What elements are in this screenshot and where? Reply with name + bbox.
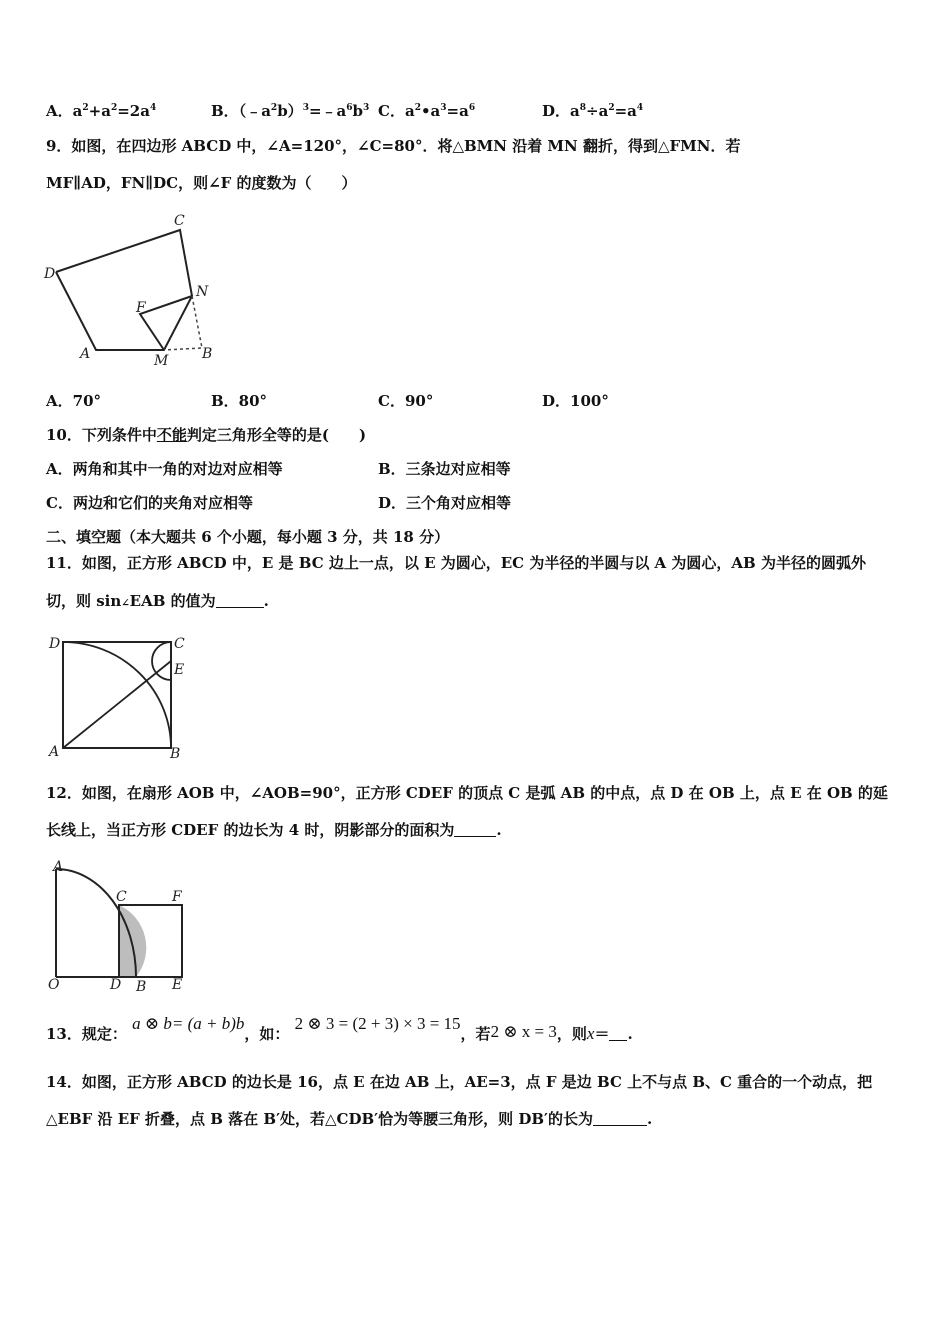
q10-option-b: B．三条边对应相等 bbox=[378, 460, 511, 478]
q10-stem bbox=[46, 425, 366, 445]
q11-label-b: B bbox=[170, 746, 181, 760]
q9-option-a: A．70° bbox=[46, 392, 102, 410]
q12-label-c: C bbox=[116, 889, 127, 905]
segment-ae bbox=[63, 661, 171, 748]
q8-option-c-label: C． bbox=[378, 102, 405, 120]
q9-label-n: N bbox=[196, 284, 209, 300]
q9-option-c: C．90° bbox=[378, 392, 434, 410]
q11-end-period: . bbox=[263, 592, 269, 610]
q8-option-c-expr: $a^2•a^3=a^6$ bbox=[404, 102, 476, 120]
q12-label-b: B bbox=[136, 979, 147, 995]
q9-label-f: F bbox=[136, 300, 146, 316]
q13-equals: ＝ bbox=[594, 1025, 610, 1043]
q9-label-d: D bbox=[44, 266, 56, 282]
q13-prefix: 13．规定： bbox=[46, 1025, 127, 1043]
q11-figure bbox=[46, 632, 196, 760]
q11-angle-symbol: ∠ bbox=[121, 598, 130, 609]
q10-option-d: D．三个角对应相等 bbox=[378, 494, 512, 512]
q8-option-c bbox=[378, 101, 475, 121]
q9-stem-line2: MF∥AD，FN∥DC，则∠F 的度数为（ ） bbox=[46, 174, 357, 192]
q9-option-d: D．100° bbox=[542, 392, 609, 410]
q9-stem-line1: 9．如图，在四边形 ABCD 中，∠A=120°，∠C=80°．将△BMN 沿着 MN 翻折，得到△FMN．若 bbox=[46, 137, 741, 155]
q13-condition-expr: 2 ⊗ x = 3 bbox=[490, 1022, 557, 1041]
q11-stem-line1: 11．如图，正方形 ABCD 中，E 是 BC 边上一点，以 E 为圆心，EC 为半径的半圆与以 A 为圆心，AB 为半径的圆弧外 bbox=[46, 554, 866, 572]
q13-example-intro: ，如： bbox=[244, 1025, 290, 1043]
q12-stem-line2 bbox=[46, 820, 502, 840]
square-abcd bbox=[63, 642, 171, 748]
q8-option-a bbox=[46, 101, 156, 121]
triangle-fmn bbox=[140, 296, 192, 350]
q10-option-c: C．两边和它们的夹角对应相等 bbox=[46, 494, 253, 512]
q11-sin-suffix: EAB 的值为 bbox=[129, 592, 216, 610]
q8-option-a-label: A． bbox=[46, 102, 73, 120]
section-title-fill-in: 二、填空题（本大题共 6 个小题，每小题 3 分，共 18 分） bbox=[46, 528, 450, 546]
q12-label-d: D bbox=[110, 977, 122, 993]
q11-answer-blank[interactable] bbox=[216, 593, 264, 608]
q9-label-m: M bbox=[154, 353, 169, 369]
q12-stem-prefix: 长线上，当正方形 CDEF 的边长为 4 时，阴影部分的面积为 bbox=[46, 821, 455, 839]
q9-label-c: C bbox=[174, 213, 185, 229]
q14-end-period: . bbox=[647, 1110, 653, 1128]
q11-sin-prefix: 切，则 sin bbox=[46, 592, 122, 610]
q11-label-e: E bbox=[174, 662, 185, 678]
q10-stem-emphasis: 不能 bbox=[156, 426, 187, 444]
q11-label-d: D bbox=[49, 636, 61, 652]
q13-definition-rhs: = (a + b)b bbox=[171, 1014, 245, 1033]
q11-stem-line2 bbox=[46, 591, 269, 614]
q9-label-b: B bbox=[202, 346, 213, 362]
q8-option-b-label: B． bbox=[211, 102, 239, 120]
q13-end-period: . bbox=[627, 1025, 633, 1043]
q12-answer-blank[interactable] bbox=[454, 822, 496, 837]
q13-definition-lhs: a ⊗ b bbox=[132, 1014, 172, 1033]
q8-option-b-expr: $(﹣a^2b)^3=﹣a^6b^3$ bbox=[238, 102, 370, 120]
q8-option-d bbox=[542, 101, 643, 121]
q10-stem-prefix: 10．下列条件中 bbox=[46, 426, 157, 444]
q12-label-e: E bbox=[172, 977, 183, 993]
shaded-region bbox=[119, 905, 146, 977]
q10-option-a: A．两角和其中一角的对边对应相等 bbox=[46, 460, 283, 478]
q12-stem-line1: 12．如图，在扇形 AOB 中，∠AOB=90°，正方形 CDEF 的顶点 C 是弧 AB 的中点，点 D 在 OB 上，点 E 在 OB 的延 bbox=[46, 784, 888, 802]
q9-figure bbox=[40, 210, 230, 370]
q11-label-c: C bbox=[174, 636, 185, 652]
q13-variable: x bbox=[586, 1024, 595, 1043]
quadrilateral-abcd bbox=[56, 230, 192, 350]
q13-ask-intro: ，则 bbox=[556, 1025, 587, 1043]
q14-stem-line2 bbox=[46, 1109, 652, 1129]
q12-label-o: O bbox=[48, 977, 60, 993]
q9-label-a: A bbox=[80, 346, 91, 362]
q10-stem-suffix: 判定三角形全等的是( ) bbox=[186, 426, 367, 444]
q12-end-period: . bbox=[496, 821, 502, 839]
q13-stem bbox=[46, 1014, 633, 1044]
q12-figure bbox=[44, 855, 204, 995]
q8-option-d-label: D． bbox=[542, 102, 571, 120]
q9-option-b: B．80° bbox=[211, 392, 268, 410]
q14-stem-prefix: △EBF 沿 EF 折叠，点 B 落在 B′处，若△CDB′恰为等腰三角形，则 DB′的长为 bbox=[46, 1110, 594, 1128]
arc-centered-a bbox=[63, 642, 171, 748]
q13-example-expr: 2 ⊗ 3 = (2 + 3) × 3 = 15 bbox=[294, 1014, 461, 1033]
q14-answer-blank[interactable] bbox=[593, 1111, 647, 1126]
q13-answer-blank[interactable] bbox=[609, 1026, 627, 1041]
q11-label-a: A bbox=[49, 744, 60, 760]
q14-stem-line1: 14．如图，正方形 ABCD 的边长是 16，点 E 在边 AB 上，AE=3，点 F 是边 BC 上不与点 B、C 重合的一个动点，把 bbox=[46, 1073, 873, 1091]
q12-label-a: A bbox=[53, 859, 64, 875]
q12-label-f: F bbox=[172, 889, 182, 905]
q8-option-b bbox=[211, 101, 369, 121]
q8-option-a-expr: $a^2+a^2=2a^4$ bbox=[72, 102, 157, 120]
q13-condition-intro: ，若 bbox=[460, 1025, 491, 1043]
q8-option-d-expr: $a^8\div a^2=a^4$ bbox=[570, 102, 644, 120]
